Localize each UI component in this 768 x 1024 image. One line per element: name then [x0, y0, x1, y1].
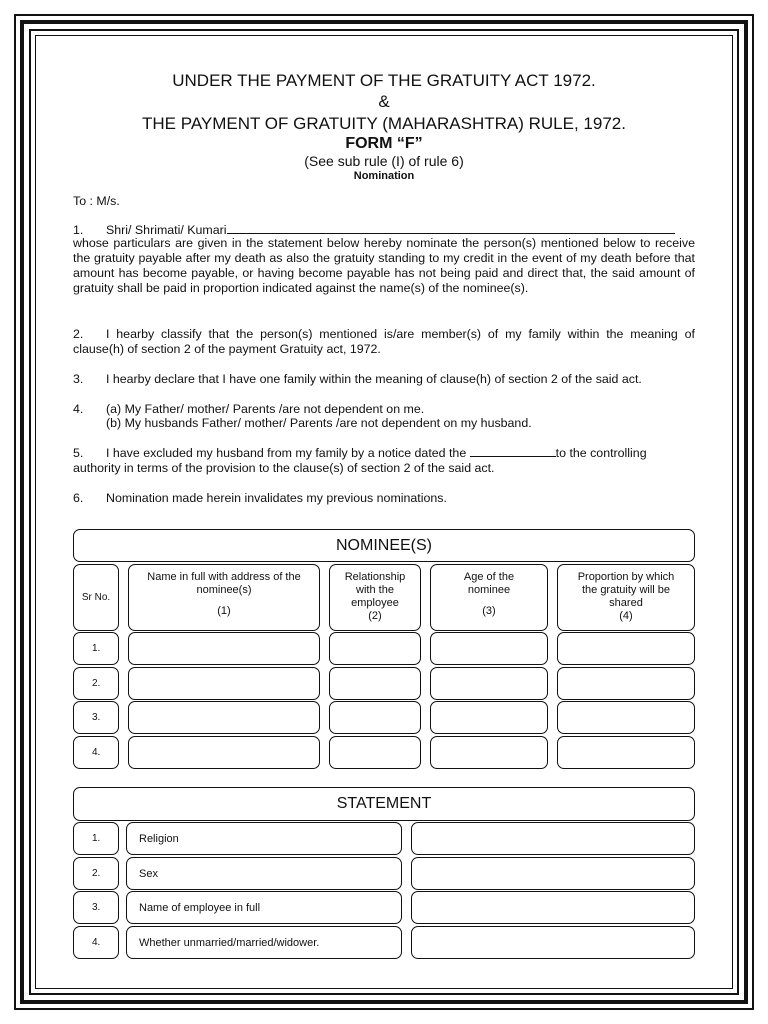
- col-header-proportion-label: Proportion by which the gratuity will be shared: [577, 571, 675, 609]
- nominee-1-age-cell[interactable]: [430, 632, 548, 665]
- nominee-4-age-cell[interactable]: [430, 736, 548, 769]
- nominee-1-relationship-cell[interactable]: [329, 632, 421, 665]
- clause-5-lead: I have excluded my husband from my family by a notice dated the: [106, 446, 467, 460]
- col-header-sr-no: [73, 564, 119, 631]
- clause-2-text: I hearby classify that the person(s) mentioned is/are member(s) of my family within the meaning of clause(h) of section 2 of the payment Gratuity act, 1972.: [73, 327, 695, 356]
- title-act: UNDER THE PAYMENT OF THE GRATUITY ACT 1972.: [172, 71, 596, 90]
- religion-value-cell[interactable]: [411, 822, 695, 855]
- nominee-row-4-number: [73, 736, 119, 769]
- statement-row-2-label: [126, 857, 402, 890]
- statement-row-2-number-label: 2.: [92, 868, 101, 879]
- statement-row-1-label: [126, 822, 402, 855]
- statement-marital-status-label: Whether unmarried/married/widower.: [139, 936, 320, 949]
- clause-2-number: 2.: [73, 327, 84, 341]
- nominee-3-relationship-cell[interactable]: [329, 701, 421, 734]
- col-header-relationship-num: (2): [368, 610, 382, 622]
- statement-title-box: [73, 787, 695, 821]
- title-rule: THE PAYMENT OF GRATUITY (MAHARASHTRA) RULE, 1972.: [142, 114, 626, 133]
- nominee-3-name-cell[interactable]: [128, 701, 320, 734]
- nomination-heading: Nomination: [353, 170, 415, 182]
- title-ampersand: &: [378, 92, 390, 111]
- nominator-name-field[interactable]: [227, 224, 675, 234]
- nominee-title-box: [73, 529, 695, 562]
- statement-row-1-number: [73, 822, 119, 855]
- statement-title: STATEMENT: [336, 795, 432, 812]
- nominee-2-proportion-cell[interactable]: [557, 667, 695, 700]
- clause-1-number: 1.: [73, 223, 84, 237]
- nominee-row-2-number-label: 2.: [92, 678, 101, 689]
- statement-religion-label: Religion: [139, 832, 179, 845]
- clause-6-number: 6.: [73, 491, 84, 505]
- nominee-3-proportion-cell[interactable]: [557, 701, 695, 734]
- statement-row-1-number-label: 1.: [92, 833, 101, 844]
- nominee-row-4-number-label: 4.: [92, 747, 101, 758]
- statement-row-3-number: [73, 891, 119, 924]
- clause-5: [73, 446, 695, 461]
- employee-name-value-cell[interactable]: [411, 891, 695, 924]
- clause-5-tail: to the controlling: [555, 446, 647, 460]
- nominee-4-proportion-cell[interactable]: [557, 736, 695, 769]
- nominee-1-proportion-cell[interactable]: [557, 632, 695, 665]
- statement-row-3-number-label: 3.: [92, 902, 101, 913]
- clause-5-line2: authority in terms of the provision to the clause(s) of section 2 of the said act.: [73, 461, 495, 475]
- nominee-2-age-cell[interactable]: [430, 667, 548, 700]
- col-header-name-num: (1): [217, 605, 231, 617]
- clause-3-number: 3.: [73, 372, 84, 386]
- nominee-row-1-number-label: 1.: [92, 643, 101, 654]
- statement-row-4-number-label: 4.: [92, 937, 101, 948]
- clause-5-number: 5.: [73, 446, 84, 460]
- to-line: To : M/s.: [73, 194, 120, 208]
- nominee-title: NOMINEE(S): [336, 536, 432, 554]
- nominee-row-3-number-label: 3.: [92, 712, 101, 723]
- clause-3-text: I hearby declare that I have one family within the meaning of clause(h) of section 2 of the said act.: [106, 372, 642, 386]
- col-header-name: [128, 564, 320, 631]
- col-header-relationship: [329, 564, 421, 631]
- clause-6: [73, 491, 695, 506]
- clause-4b-text: (b) My husbands Father/ mother/ Parents /are not dependent on my husband.: [106, 416, 532, 430]
- nominee-2-relationship-cell[interactable]: [329, 667, 421, 700]
- col-header-name-label: Name in full with address of the nominee(s): [147, 571, 301, 596]
- nominee-2-name-cell[interactable]: [128, 667, 320, 700]
- clause-4: [73, 402, 695, 417]
- clause-6-text: Nomination made herein invalidates my previous nominations.: [106, 491, 447, 505]
- statement-row-3-label: [126, 891, 402, 924]
- col-header-proportion: [557, 564, 695, 631]
- clause-4a-text: (a) My Father/ mother/ Parents /are not dependent on me.: [106, 402, 425, 416]
- clause-2: [73, 327, 695, 357]
- clause-1-salutation: Shri/ Shrimati/ Kumari: [106, 223, 227, 237]
- nominee-row-2-number: [73, 667, 119, 700]
- nominee-1-name-cell[interactable]: [128, 632, 320, 665]
- nominee-row-3-number: [73, 701, 119, 734]
- col-header-sr-no-label: Sr No.: [81, 592, 111, 603]
- col-header-age-label: Age of the nominee: [463, 571, 515, 596]
- col-header-age-num: (3): [482, 605, 496, 617]
- statement-employee-name-label: Name of employee in full: [139, 901, 261, 914]
- statement-row-2-number: [73, 857, 119, 890]
- sex-value-cell[interactable]: [411, 857, 695, 890]
- nominee-row-1-number: [73, 632, 119, 665]
- clause-4-number: 4.: [73, 402, 84, 416]
- clause-3: [73, 372, 695, 387]
- col-header-age: [430, 564, 548, 631]
- nominee-3-age-cell[interactable]: [430, 701, 548, 734]
- nominee-4-relationship-cell[interactable]: [329, 736, 421, 769]
- marital-status-value-cell[interactable]: [411, 926, 695, 959]
- statement-row-4-label: [126, 926, 402, 959]
- statement-sex-label: Sex: [139, 867, 158, 880]
- col-header-relationship-label: Relationship with the employee: [344, 571, 406, 609]
- clause-1-body: whose particulars are given in the statement below hereby nominate the person(s) mentioned below to receive the gratuity payable after my death as also the gratuity standing to my credit in the event of my death before that amount has become payable, or having become payable has not being paid and direct that, the said amount of gratuity shall be paid in proportion indicated against the name(s) of the nominee(s).: [73, 236, 695, 295]
- notice-date-field[interactable]: [470, 447, 556, 457]
- form-title: FORM “F”: [345, 135, 423, 152]
- subrule-note: (See sub rule (I) of rule 6): [304, 153, 464, 169]
- statement-row-4-number: [73, 926, 119, 959]
- nominee-4-name-cell[interactable]: [128, 736, 320, 769]
- col-header-proportion-num: (4): [619, 610, 633, 622]
